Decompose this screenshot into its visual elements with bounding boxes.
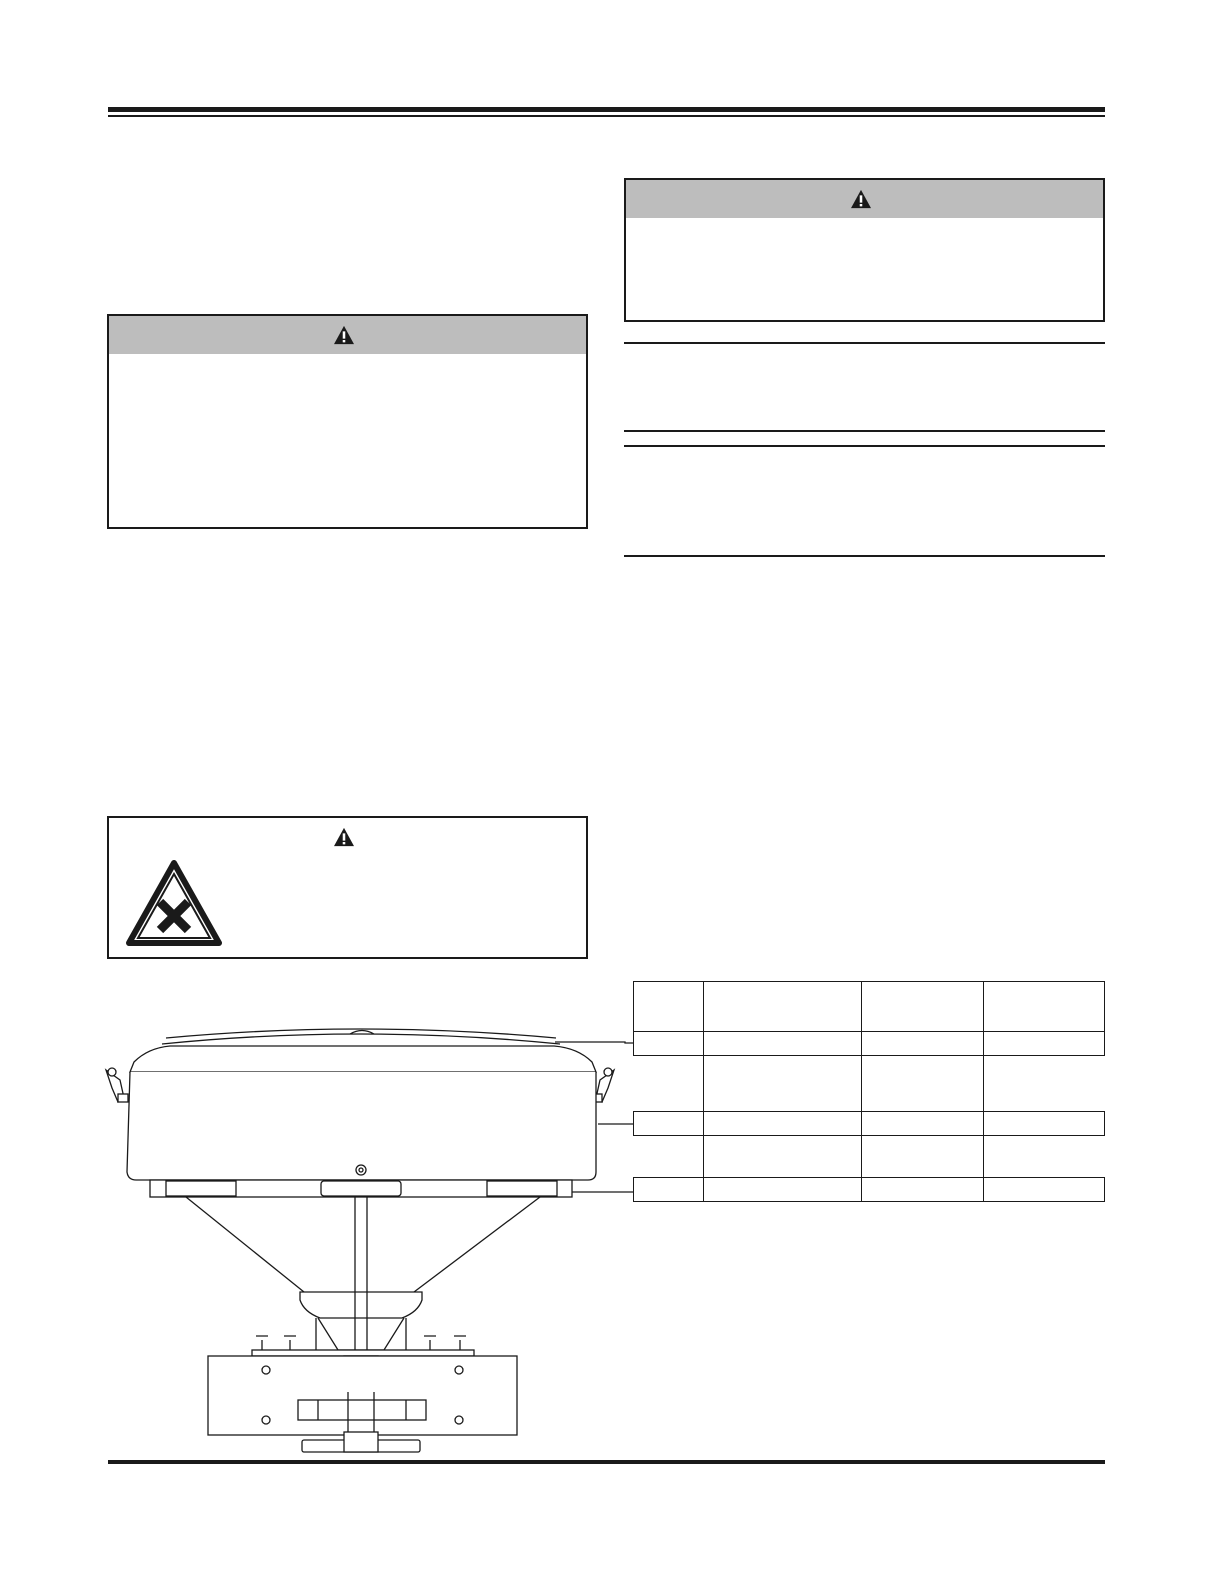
footer-rule bbox=[108, 1460, 1105, 1464]
lid-latch-left bbox=[106, 1068, 128, 1102]
spinner-housing bbox=[208, 1356, 517, 1435]
hopper-cone bbox=[186, 1197, 540, 1352]
hopper-body bbox=[127, 1072, 596, 1180]
hopper-base-ring bbox=[150, 1180, 572, 1197]
